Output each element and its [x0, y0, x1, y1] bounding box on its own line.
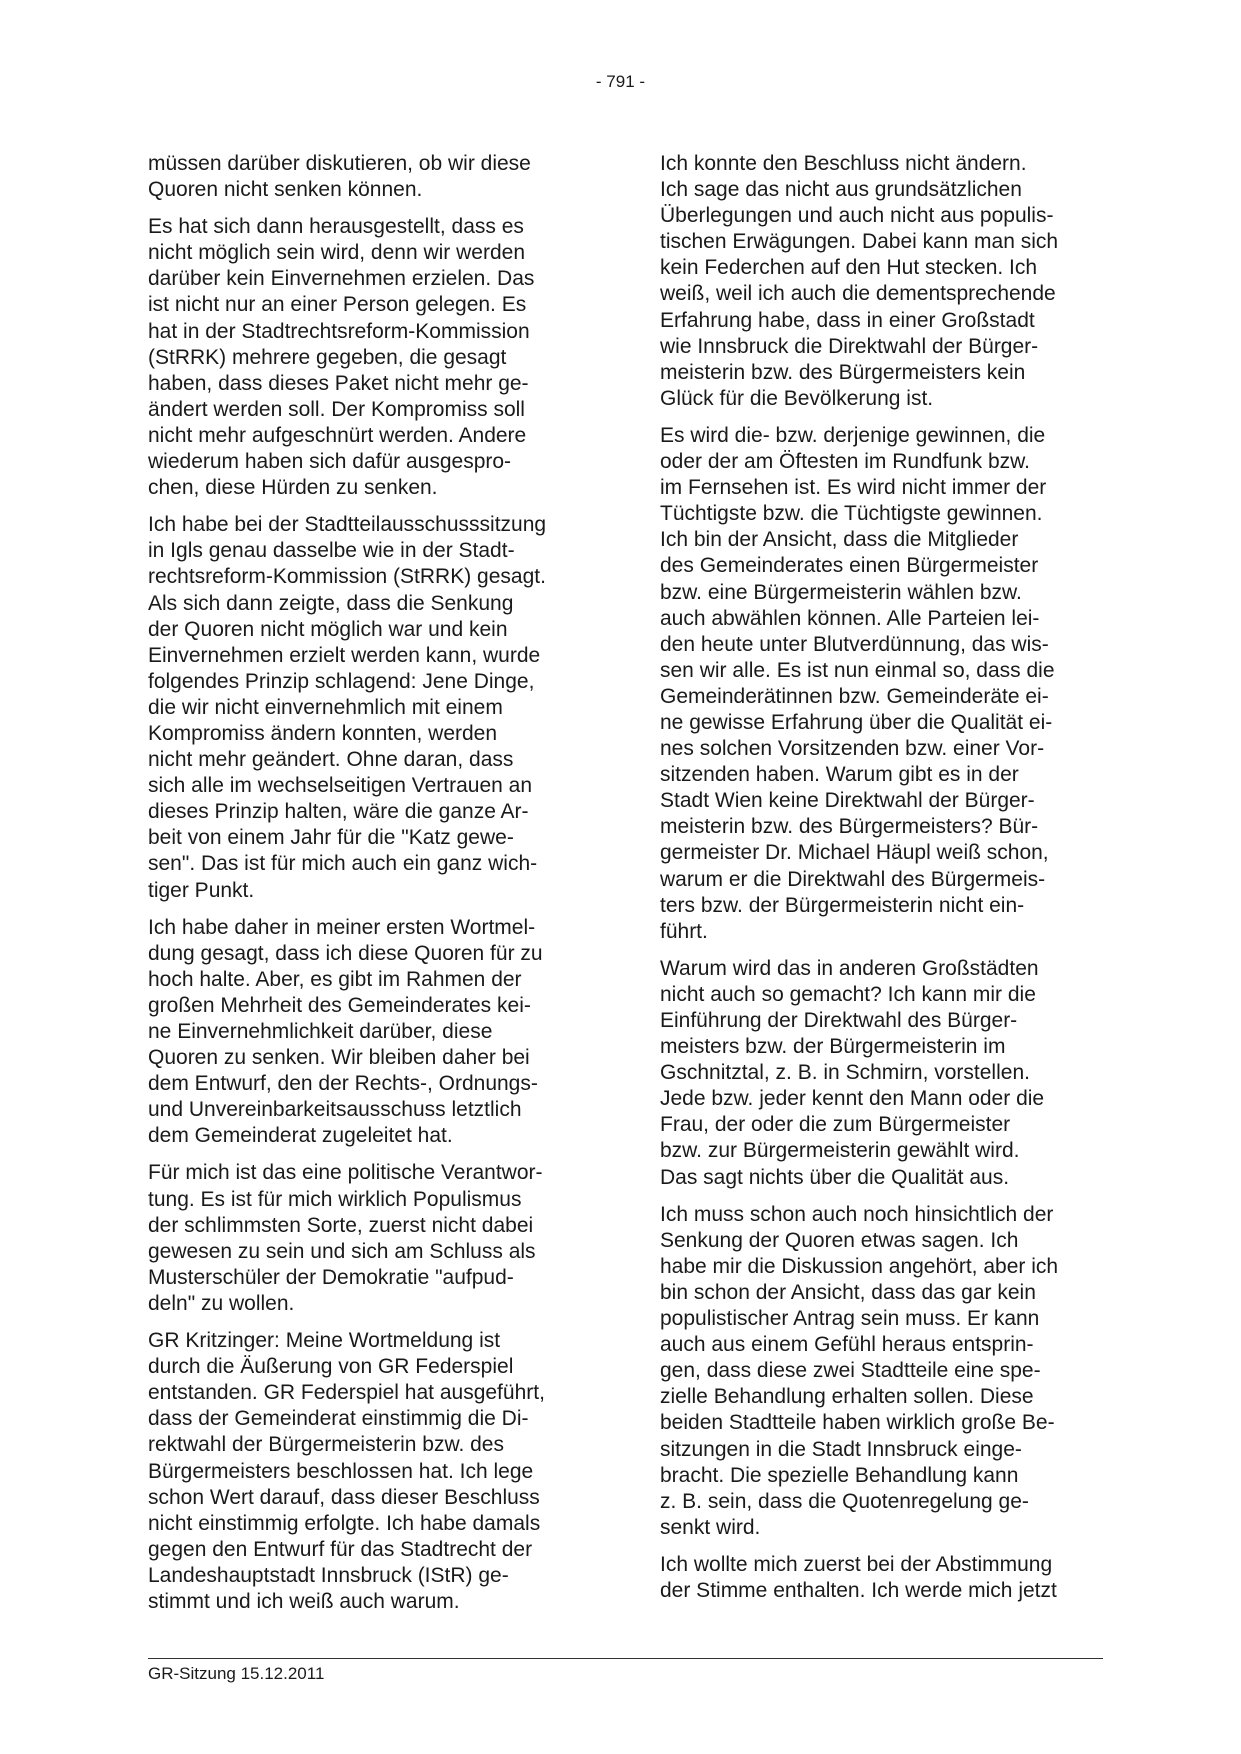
footer-divider [148, 1658, 1103, 1659]
paragraph: Für mich ist das eine politische Verantwor- tung. Es ist für mich wirklich Populismus der schlimmsten Sorte, zuerst nicht dabei gewesen zu sein und sich am Schluss als Musterschüler der Demokratie "aufpud- deln" zu wollen. [148, 1161, 543, 1315]
paragraph: Ich habe daher in meiner ersten Wortmel- dung gesagt, dass ich diese Quoren für zu hoch halte. Aber, es gibt im Rahmen der großen Mehrheit des Gemeinderates kei- ne Einvernehmlichkeit darüber, diese Quoren zu senken. Wir bleiben daher bei dem Entwurf, den der Rechts-, Ordnungs- und Unvereinbarkeitsausschuss letztlich dem Gemeinderat zugeleitet hat. [148, 915, 543, 1148]
paragraph: Ich muss schon auch noch hinsichtlich der Senkung der Quoren etwas sagen. Ich habe mir die Diskussion angehört, aber ich bin schon der Ansicht, dass das gar kein populistischer Antrag sein muss. Er kann auch aus einem Gefühl heraus entsprin- gen, dass diese zwei Stadtteile eine spe- zielle Behandlung erhalten sollen. Diese beiden Stadtteile haben wirklich große Be- sitzungen in die Stadt Innsbruck einge- bracht. Die spezielle Behandlung kann z. B. sein, dass die Quotenregelung ge- senkt wird. [660, 1202, 1059, 1539]
paragraph: Es hat sich dann herausgestellt, dass es nicht möglich sein wird, denn wir werden darüber kein Einvernehmen erzielen. Das ist nicht nur an einer Person gelegen. Es hat in der Stadtrechtsreform-Kommission (StRRK) mehrere gegeben, die gesagt haben, dass dieses Paket nicht mehr ge- ändert werden soll. Der Kompromiss soll nicht mehr aufgeschnürt werden. Andere wiederum haben sich dafür ausgespro- chen, diese Hürden zu senken. [148, 215, 535, 500]
paragraph: Warum wird das in anderen Großstädten nicht auch so gemacht? Ich kann mir die Einführung der Direktwahl des Bürger- meisters bzw. der Bürgermeisterin im Gschnitztal, z. B. in Schmirn, vorstellen. Jede bzw. jeder kennt den Mann oder die Frau, der oder die zum Bürgermeister bzw. zur Bürgermeisterin gewählt wird. Das sagt nichts über die Qualität aus. [660, 956, 1045, 1189]
paragraph: GR Kritzinger: Meine Wortmeldung ist durch die Äußerung von GR Federspiel entstanden. GR Federspiel hat ausgeführt, dass der Gemeinderat einstimmig die Di- rektwahl der Bürgermeisterin bzw. des Bürgermeisters beschlossen hat. Ich lege schon Wert darauf, dass dieser Beschluss nicht einstimmig erfolgte. Ich habe damals gegen den Entwurf für das Stadtrecht der Landeshauptstadt Innsbruck (IStR) ge- stimmt und ich weiß auch warum. [148, 1329, 545, 1613]
paragraph: Es wird die- bzw. derjenige gewinnen, die oder der am Öftesten im Rundfunk bzw. im Fernsehen ist. Es wird nicht immer der Tüchtigste bzw. die Tüchtigste gewinnen. Ich bin der Ansicht, dass die Mitglieder des Gemeinderates einen Bürgermeister bzw. eine Bürgermeisterin wählen bzw. auch abwählen können. Alle Parteien lei- den heute unter Blutverdünnung, das wis- sen wir alle. Es ist nun einmal so, dass die Gemeinderätinnen bzw. Gemeinderäte ei- ne gewisse Erfahrung über die Qualität ei- nes solchen Vorsitzenden bzw. einer Vor- sitzenden haben. Warum gibt es in der Stadt Wien keine Direktwahl der Bürger- meisterin bzw. des Bürgermeisters? Bür- germeister Dr. Michael Häupl weiß schon, warum er die Direktwahl des Bürgermeis- ters bzw. der Bürgermeisterin nicht ein- führt. [660, 423, 1055, 943]
paragraph: Ich habe bei der Stadtteilausschusssitzung in Igls genau dasselbe wie in der Stadt- rechtsreform-Kommission (StRRK) gesagt. Als sich dann zeigte, dass die Senkung der Quoren nicht möglich war und kein Einvernehmen erzielt werden kann, wurde folgendes Prinzip schlagend: Jene Dinge, die wir nicht einvernehmlich mit einem Kompromiss ändern konnten, werden nicht mehr geändert. Ohne daran, dass sich alle im wechselseitigen Vertrauen an dieses Prinzip halten, wäre die ganze Ar- beit von einem Jahr für die "Katz gewe- sen". Das ist für mich auch ein ganz wich- tiger Punkt. [148, 513, 547, 902]
left-text-column [148, 151, 608, 1626]
paragraph: müssen darüber diskutieren, ob wir diese Quoren nicht senken können. [148, 152, 531, 202]
right-text-column [660, 151, 1100, 1615]
paragraph: Ich konnte den Beschluss nicht ändern. Ich sage das nicht aus grundsätzlichen Überlegungen und auch nicht aus populis- tischen Erwägungen. Dabei kann man sich kein Federchen auf den Hut stecken. Ich weiß, weil ich auch die dementsprechende Erfahrung habe, dass in einer Großstadt wie Innsbruck die Direktwahl der Bürger- meisterin bzw. des Bürgermeisters kein Glück für die Bevölkerung ist. [660, 152, 1059, 410]
footer-session-date: GR-Sitzung 15.12.2011 [148, 1664, 325, 1683]
page-number: - 791 - [595, 72, 646, 91]
paragraph: Ich wollte mich zuerst bei der Abstimmung der Stimme enthalten. Ich werde mich jetzt [660, 1552, 1057, 1602]
